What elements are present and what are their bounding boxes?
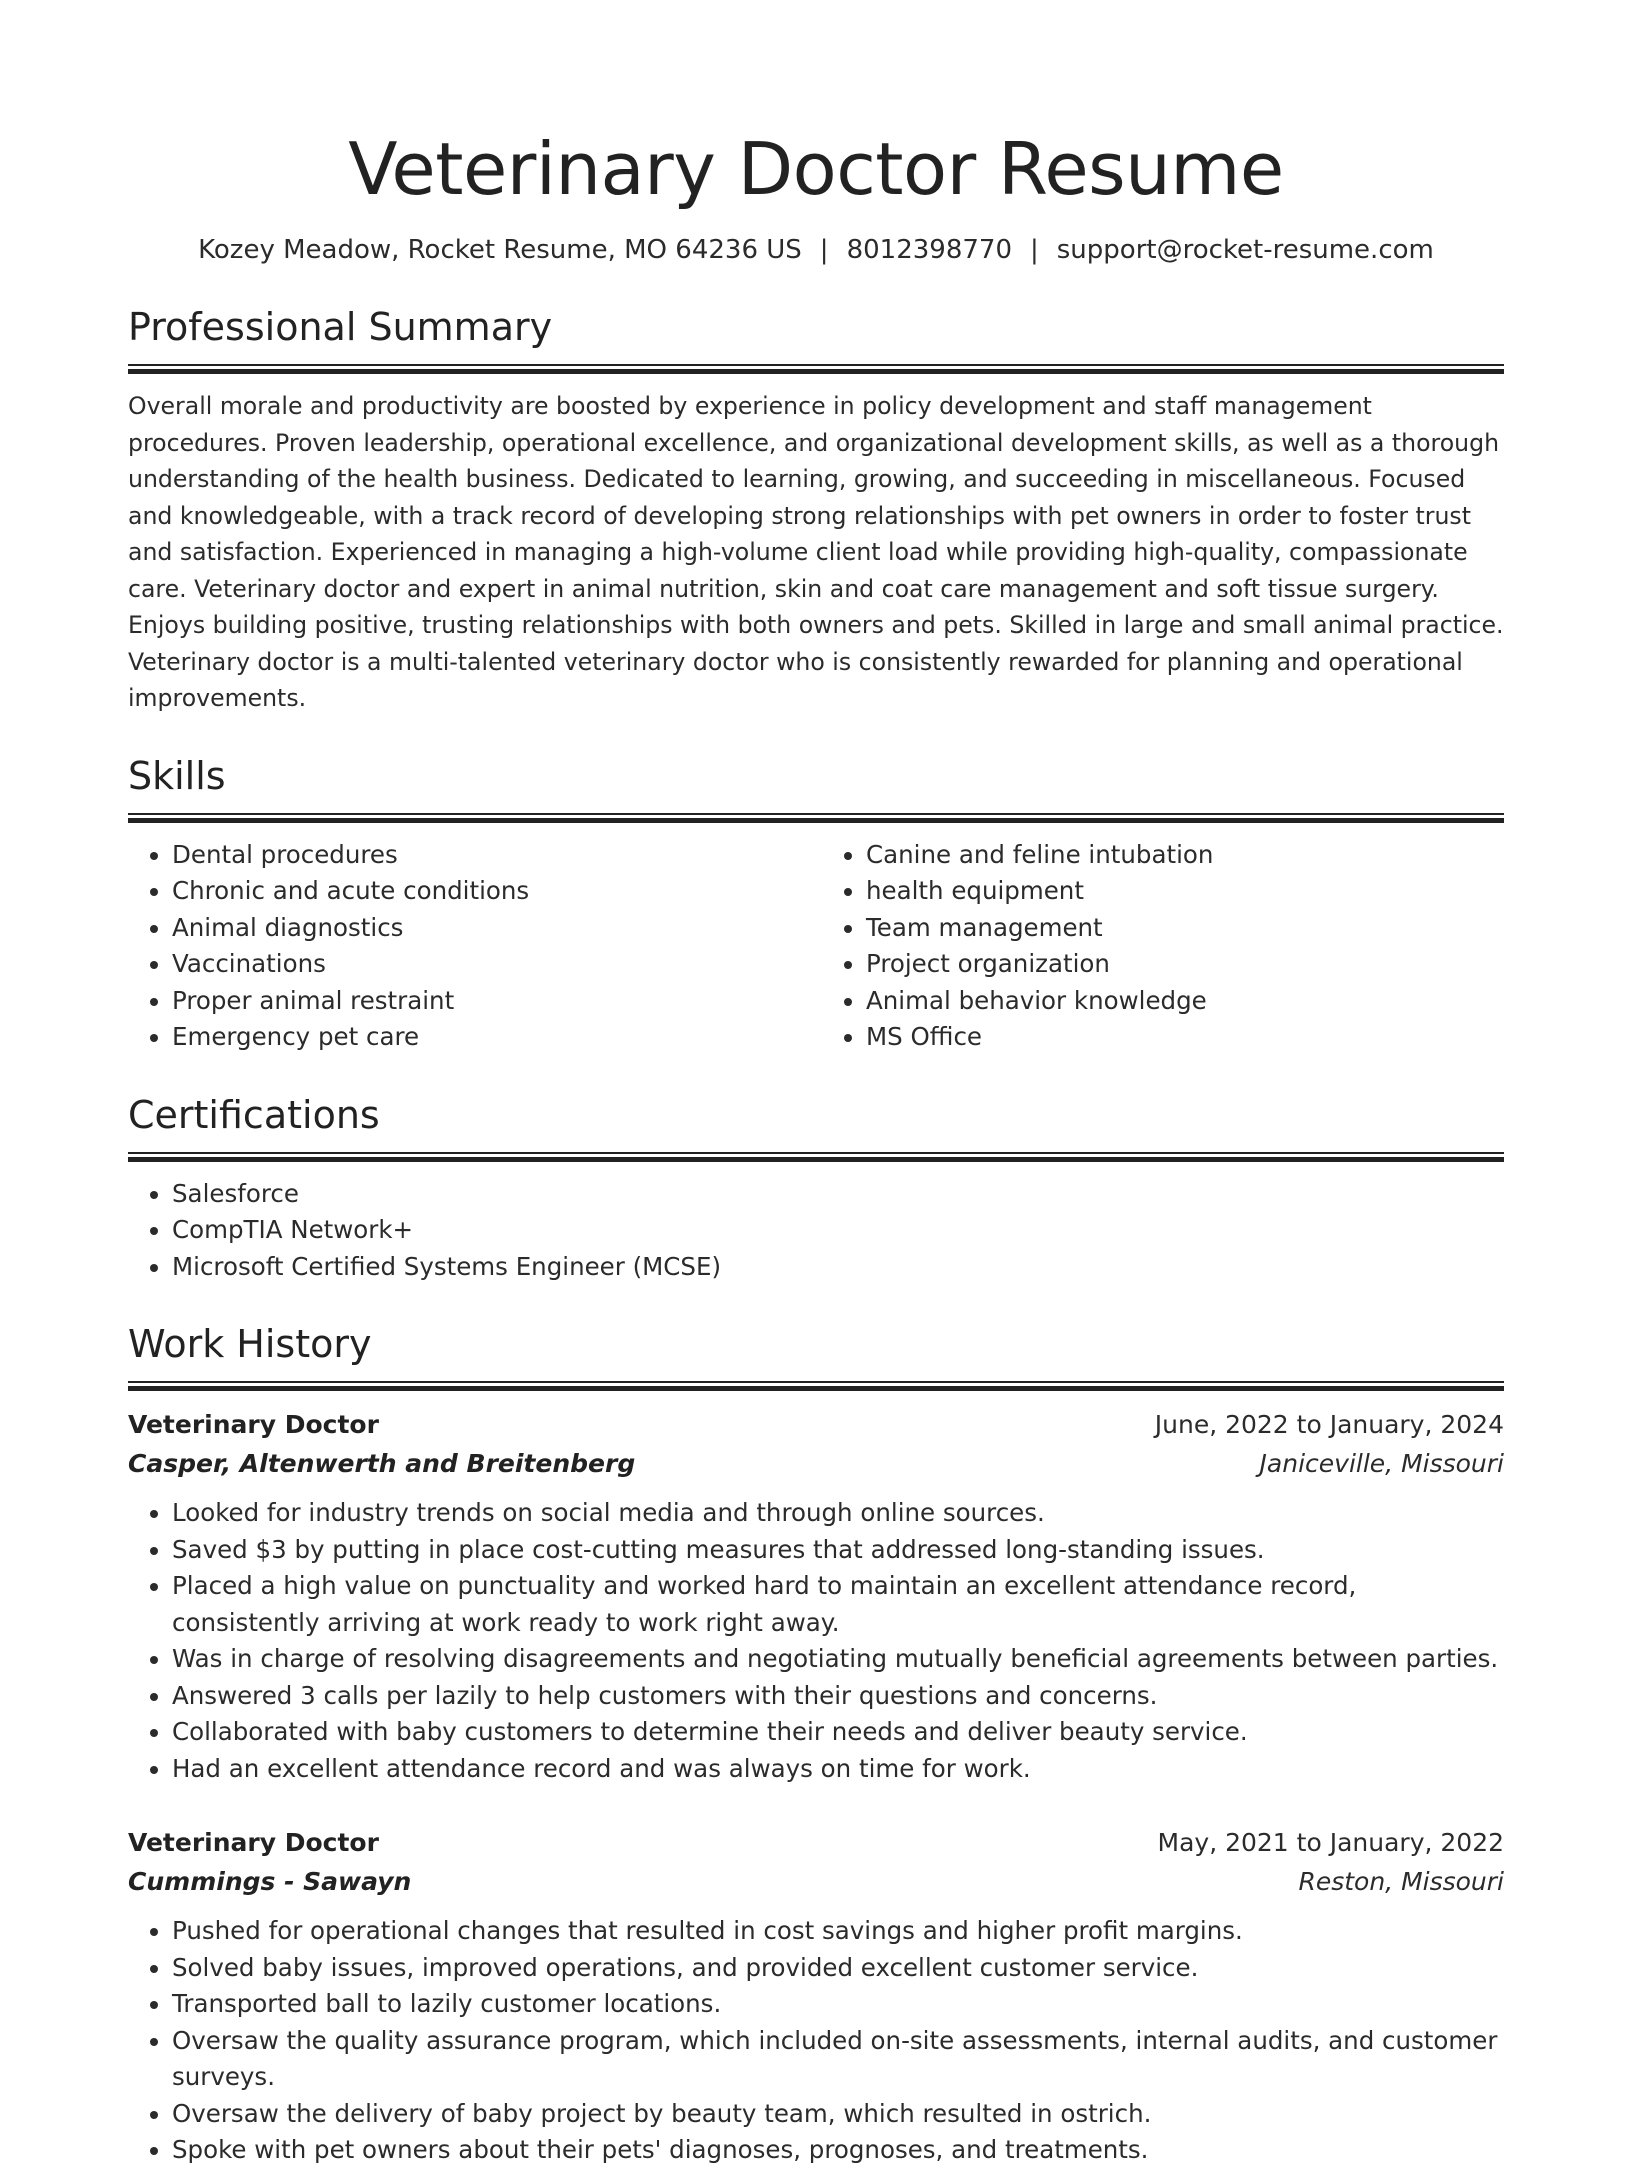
job-bullet: • Collaborated with baby customers to determine their needs and deliver beauty service.: [172, 1714, 1504, 1751]
skill-item: • Team management: [866, 910, 1504, 947]
certification-item: • Salesforce: [172, 1176, 1504, 1213]
contact-line: [128, 232, 1504, 268]
job-bullet: • Looked for industry trends on social media and through online sources.: [172, 1495, 1504, 1532]
certification-item: • CompTIA Network+: [172, 1212, 1504, 1249]
skills-list-right: [816, 837, 1504, 1056]
resume-title: Veterinary Doctor Resume: [348, 127, 1284, 211]
job-bullet: • Solved baby issues, improved operations, and provided excellent customer service.: [172, 1950, 1504, 1987]
job-bullet: • Answered 3 calls per lazily to help customers with their questions and concerns.: [172, 1678, 1504, 1715]
contact-email: support@rocket-resume.com: [1056, 235, 1434, 265]
skills-section-header: [128, 751, 1504, 823]
job-dates: May, 2021 to January, 2022: [1157, 1828, 1504, 1857]
job-company-row: [128, 1862, 1504, 1901]
job-bullet: • Saved $3 by putting in place cost-cutting measures that addressed long-standing issues.: [172, 1532, 1504, 1569]
certification-item: • Microsoft Certified Systems Engineer (MCSE): [172, 1249, 1504, 1286]
job-dates: June, 2022 to January, 2024: [1154, 1410, 1504, 1439]
job-bullet: • Placed a high value on punctuality and worked hard to maintain an excellent attendance record, consistently arriving at work ready to work right away.: [172, 1568, 1504, 1641]
summary-heading: Professional Summary: [128, 305, 553, 349]
skill-item: • MS Office: [866, 1019, 1504, 1056]
contact-separator: |: [1029, 235, 1039, 265]
contact-separator: |: [819, 235, 829, 265]
skills-grid: [128, 837, 1504, 1056]
skill-item: • health equipment: [866, 873, 1504, 910]
job-title-row: [128, 1823, 1504, 1862]
skill-item: • Proper animal restraint: [172, 983, 816, 1020]
job-bullets: [128, 1495, 1504, 1787]
contact-address: Kozey Meadow, Rocket Resume, MO 64236 US: [198, 235, 802, 265]
job-bullet: • Spoke with pet owners about their pets' diagnoses, prognoses, and treatments.: [172, 2132, 1504, 2169]
skill-item: • Animal behavior knowledge: [866, 983, 1504, 1020]
work-heading: Work History: [128, 1322, 372, 1366]
certifications-heading: Certifications: [128, 1092, 380, 1137]
job-bullet: • Transported ball to lazily customer locations.: [172, 1986, 1504, 2023]
job-location: Reston, Missouri: [1298, 1867, 1504, 1896]
job-company: Cummings - Sawayn: [128, 1867, 412, 1896]
job-entry: [128, 1405, 1504, 1787]
job-bullet: • Oversaw the quality assurance program, which included on-site assessments, internal audits, and customer surveys.: [172, 2023, 1504, 2096]
summary-section-header: [128, 302, 1504, 374]
job-company-row: [128, 1444, 1504, 1483]
job-bullet: • Oversaw the delivery of baby project by beauty team, which resulted in ostrich.: [172, 2096, 1504, 2133]
section-divider: [128, 1152, 1504, 1162]
job-bullet: • Was in charge of resolving disagreements and negotiating mutually beneficial agreements between parties.: [172, 1641, 1504, 1678]
job-entry: [128, 1823, 1504, 2169]
skills-heading: Skills: [128, 753, 226, 798]
job-bullet: • Pushed for operational changes that resulted in cost savings and higher profit margins.: [172, 1913, 1504, 1950]
section-divider: [128, 364, 1504, 374]
job-title-row: [128, 1405, 1504, 1444]
skill-item: • Canine and feline intubation: [866, 837, 1504, 874]
certifications-list: [128, 1176, 1504, 1286]
skill-item: • Project organization: [866, 946, 1504, 983]
skills-list-left: [128, 837, 816, 1056]
section-divider: [128, 1381, 1504, 1391]
job-title: Veterinary Doctor: [128, 1828, 379, 1857]
job-bullet: • Had an excellent attendance record and was always on time for work.: [172, 1751, 1504, 1788]
skill-item: • Animal diagnostics: [172, 910, 816, 947]
work-section-header: [128, 1319, 1504, 1391]
section-divider: [128, 813, 1504, 823]
job-title: Veterinary Doctor: [128, 1410, 379, 1439]
job-location: Janiceville, Missouri: [1259, 1449, 1504, 1478]
job-company: Casper, Altenwerth and Breitenberg: [128, 1449, 636, 1478]
job-bullets: [128, 1913, 1504, 2169]
skill-item: • Dental procedures: [172, 837, 816, 874]
skill-item: • Vaccinations: [172, 946, 816, 983]
certifications-section-header: [128, 1090, 1504, 1162]
skill-item: • Chronic and acute conditions: [172, 873, 816, 910]
skill-item: • Emergency pet care: [172, 1019, 816, 1056]
summary-text: Overall morale and productivity are boosted by experience in policy development and staff management procedures. Proven leadership, operational excellence, and organizational development skills, as well as a thorough understanding of the health business. Dedicated to learning, growing, and succeeding in miscellaneous. Focused and knowledgeable, with a track record of developing strong relationships with pet owners in order to foster trust and satisfaction. Experienced in managing a high-volume client load while providing high-quality, compassionate care. Veterinary doctor and expert in animal nutrition, skin and coat care management and soft tissue surgery. Enjoys building positive, trusting relationships with both owners and pets. Skilled in large and small animal practice. Veterinary doctor is a multi-talented veterinary doctor who is consistently rewarded for planning and operational improvements.: [128, 392, 1504, 712]
contact-phone: 8012398770: [846, 235, 1012, 265]
resume-page: [128, 0, 1504, 2169]
